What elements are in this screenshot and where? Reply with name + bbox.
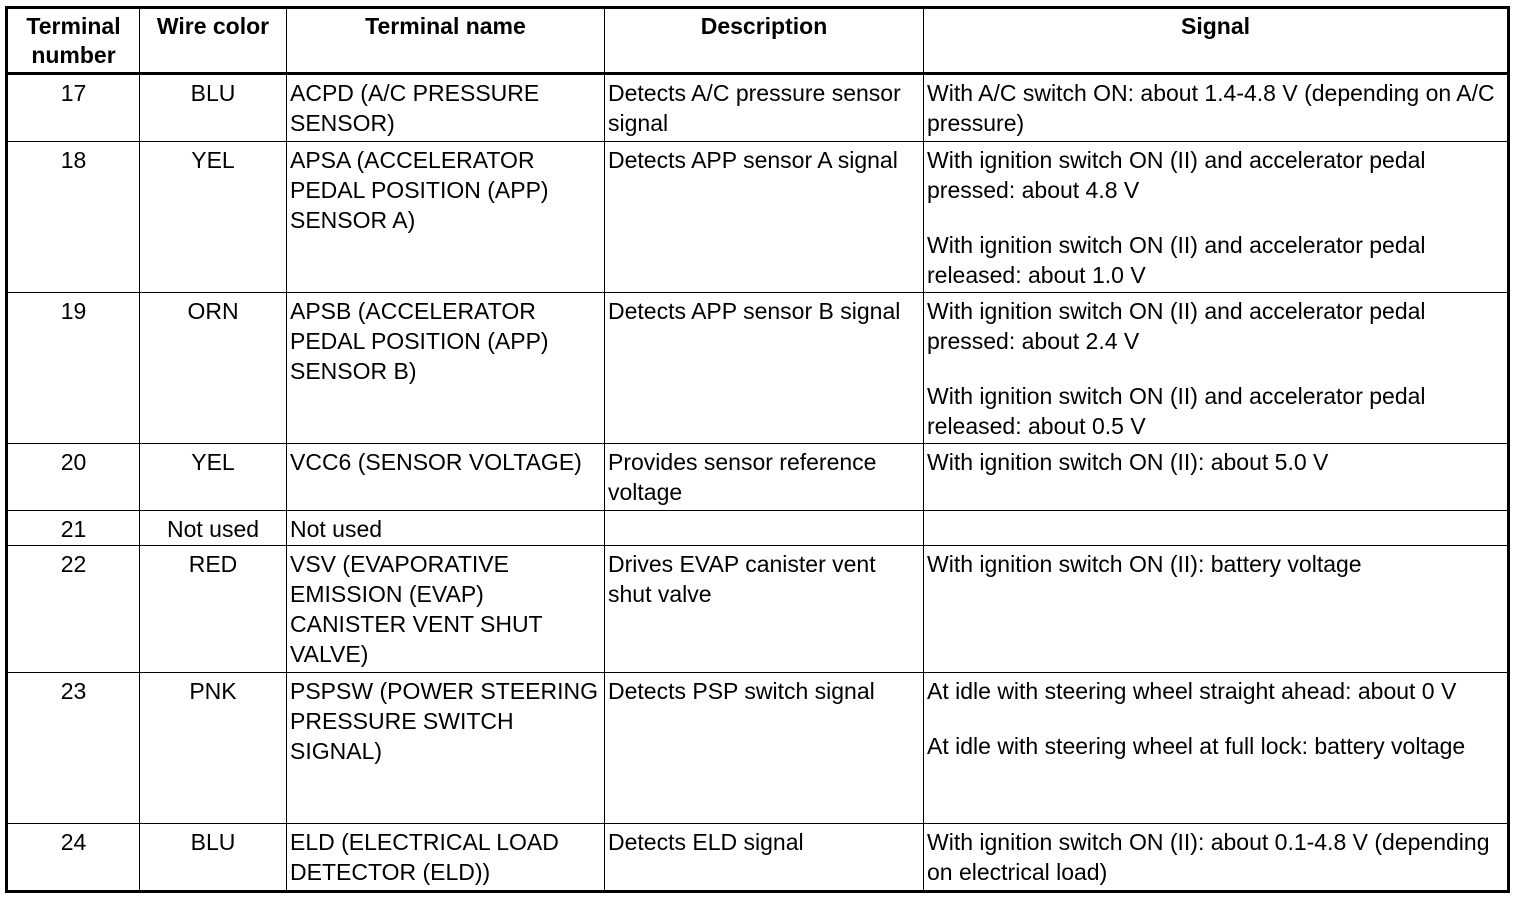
header-terminal-number-line1: Terminal	[26, 13, 121, 39]
description-cell: Detects APP sensor B signal	[605, 293, 924, 444]
description-cell: Detects A/C pressure sensor signal	[605, 74, 924, 142]
signal-cell	[924, 74, 1509, 142]
signal-text: At idle with steering wheel straight ahead: about 0 V	[927, 678, 1457, 704]
terminal-name-cell: APSA (ACCELERATOR PEDAL POSITION (APP) SENSOR A)	[287, 142, 605, 293]
header-signal: Signal	[924, 8, 1509, 74]
terminal-name-cell: ELD (ELECTRICAL LOAD DETECTOR (ELD))	[287, 824, 605, 892]
header-terminal-name: Terminal name	[287, 8, 605, 74]
table-row	[7, 511, 1509, 546]
terminal-number-cell: 20	[7, 444, 140, 511]
wire-color-cell: Not used	[140, 511, 287, 546]
signal-text: With ignition switch ON (II) and accelerator pedal released: about 0.5 V	[927, 383, 1426, 439]
table-row	[7, 142, 1509, 293]
signal-text: With ignition switch ON (II): battery voltage	[927, 551, 1362, 577]
terminal-number-cell: 17	[7, 74, 140, 142]
wire-color-cell: BLU	[140, 74, 287, 142]
signal-cell	[924, 511, 1509, 546]
description-cell: Provides sensor reference voltage	[605, 444, 924, 511]
terminal-name-cell: Not used	[287, 511, 605, 546]
signal-text: With ignition switch ON (II): about 5.0 V	[927, 449, 1329, 475]
terminal-name-cell: APSB (ACCELERATOR PEDAL POSITION (APP) SENSOR B)	[287, 293, 605, 444]
wire-color-cell: PNK	[140, 673, 287, 824]
table-row	[7, 74, 1509, 142]
signal-text: With A/C switch ON: about 1.4-4.8 V (depending on A/C pressure)	[927, 80, 1495, 136]
signal-cell	[924, 546, 1509, 673]
wire-color-cell: YEL	[140, 142, 287, 293]
signal-cell	[924, 142, 1509, 293]
table-row	[7, 293, 1509, 444]
wire-color-cell: YEL	[140, 444, 287, 511]
table-row	[7, 546, 1509, 673]
table-row	[7, 444, 1509, 511]
terminal-number-cell: 18	[7, 142, 140, 293]
description-cell: Detects ELD signal	[605, 824, 924, 892]
terminal-number-cell: 24	[7, 824, 140, 892]
terminal-number-cell: 23	[7, 673, 140, 824]
description-cell: Drives EVAP canister vent shut valve	[605, 546, 924, 673]
signal-text: With ignition switch ON (II): about 0.1-4.8 V (depending on electrical load)	[927, 829, 1490, 885]
header-description: Description	[605, 8, 924, 74]
terminal-name-cell: VCC6 (SENSOR VOLTAGE)	[287, 444, 605, 511]
signal-cell	[924, 824, 1509, 892]
wire-color-cell: ORN	[140, 293, 287, 444]
terminal-table	[5, 6, 1510, 893]
wire-color-cell: BLU	[140, 824, 287, 892]
description-cell	[605, 511, 924, 546]
header-terminal-number	[7, 8, 140, 74]
terminal-number-cell: 22	[7, 546, 140, 673]
header-terminal-number-line2: number	[31, 42, 116, 68]
terminal-name-cell: ACPD (A/C PRESSURE SENSOR)	[287, 74, 605, 142]
terminal-number-cell: 19	[7, 293, 140, 444]
terminal-number-cell: 21	[7, 511, 140, 546]
terminal-name-cell: VSV (EVAPORATIVE EMISSION (EVAP) CANISTER VENT SHUT VALVE)	[287, 546, 605, 673]
signal-text: With ignition switch ON (II) and accelerator pedal pressed: about 4.8 V	[927, 147, 1426, 203]
signal-cell	[924, 673, 1509, 824]
header-wire-color: Wire color	[140, 8, 287, 74]
table-row	[7, 824, 1509, 892]
signal-cell	[924, 444, 1509, 511]
table-row	[7, 673, 1509, 824]
header-row	[7, 8, 1509, 74]
signal-cell	[924, 293, 1509, 444]
signal-text: With ignition switch ON (II) and accelerator pedal pressed: about 2.4 V	[927, 298, 1426, 354]
description-cell: Detects APP sensor A signal	[605, 142, 924, 293]
terminal-name-cell: PSPSW (POWER STEERING PRESSURE SWITCH SIGNAL)	[287, 673, 605, 824]
signal-text: At idle with steering wheel at full lock: battery voltage	[927, 733, 1466, 759]
wire-color-cell: RED	[140, 546, 287, 673]
description-cell: Detects PSP switch signal	[605, 673, 924, 824]
signal-text: With ignition switch ON (II) and accelerator pedal released: about 1.0 V	[927, 232, 1426, 288]
